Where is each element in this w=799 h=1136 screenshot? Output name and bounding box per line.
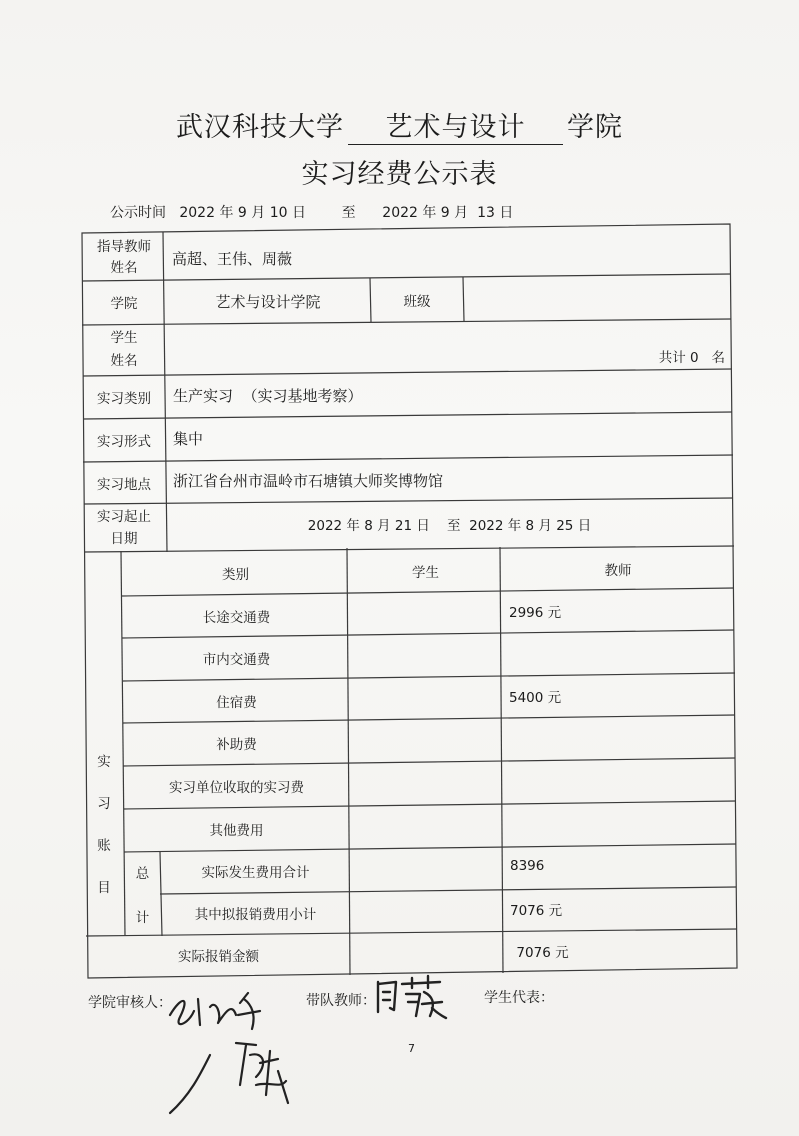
university-name: 武汉科技大学 [176, 112, 344, 143]
publication-to: 至 [341, 205, 356, 221]
reviewer-signature-icon [160, 985, 310, 1120]
reimburse-label: 实际报销金额 [178, 949, 259, 965]
department-name: 艺术与设计 [348, 105, 563, 145]
period-label [84, 505, 164, 551]
college-label: 学院 [110, 296, 138, 312]
row-teacher: 2996 元 [509, 605, 562, 621]
row-category: 长途交通费 [202, 610, 271, 626]
row-category: 住宿费 [216, 695, 257, 711]
student-rep-label: 学生代表： [484, 990, 554, 1006]
row-category: 其他费用 [209, 823, 264, 839]
period-value: 2022 年 8 月 21 日 至 2022 年 8 月 25 日 [307, 518, 592, 534]
period-label-line1: 实习起止 [97, 509, 151, 525]
row-category: 实习单位收取的实习费 [169, 780, 304, 796]
side-char: 账 [97, 838, 111, 854]
form-value: 集中 [173, 429, 204, 448]
row-teacher [503, 803, 734, 845]
row-teacher [503, 760, 734, 802]
row-category: 市内交通费 [202, 652, 271, 668]
students-label-line1: 学生 [110, 330, 138, 346]
ledger-side-label [86, 740, 122, 910]
totals-side-label [124, 856, 161, 936]
supervisor-value: 高超、王伟、周薇 [172, 249, 293, 268]
location-value: 浙江省台州市温岭市石塘镇大师奖博物馆 [173, 471, 444, 490]
total-teacher: 7076 元 [510, 903, 563, 919]
students-label-line2: 姓名 [110, 353, 138, 369]
leader-label: 带队教师： [306, 993, 376, 1009]
header-category: 类别 [222, 567, 249, 583]
class-value [464, 278, 730, 320]
publication-label: 公示时间 [110, 205, 166, 221]
total-teacher: 8396 [510, 858, 545, 874]
side-char: 目 [97, 880, 111, 896]
total-side-char: 计 [135, 910, 150, 926]
page-number: 7 [408, 1042, 415, 1055]
row-teacher: 5400 元 [509, 690, 562, 706]
row-category: 补助费 [216, 737, 257, 753]
form-label: 实习形式 [97, 434, 151, 450]
supervisor-label-line1: 指导教师 [97, 239, 151, 255]
form-title: 实习经费公示表 [301, 159, 498, 190]
type-value: 生产实习 （实习基地考察） [173, 386, 363, 405]
header-teacher: 教师 [604, 563, 632, 579]
students-total: 共计 0 名 [658, 350, 725, 366]
location-label: 实习地点 [97, 477, 151, 493]
reviewer-label: 学院审核人： [88, 995, 172, 1011]
publication-start: 2022 年 9 月 10 日 [179, 205, 306, 221]
row-teacher [503, 632, 734, 674]
header-student: 学生 [412, 565, 439, 581]
supervisor-label [84, 236, 164, 280]
type-label: 实习类别 [97, 391, 151, 407]
leader-signature-icon [372, 972, 452, 1022]
total-side-char: 总 [135, 866, 150, 882]
side-char: 习 [97, 796, 111, 812]
supervisor-label-line2: 姓名 [110, 260, 138, 276]
row-teacher [503, 717, 734, 759]
reimburse-value: 7076 元 [516, 945, 569, 961]
side-char: 实 [97, 754, 111, 770]
college-suffix: 学院 [567, 112, 623, 143]
publication-end: 2022 年 9 月 13 日 [382, 205, 514, 221]
period-label-line2: 日期 [110, 531, 138, 547]
total-category: 实际发生费用合计 [201, 865, 310, 881]
students-label [84, 326, 164, 374]
total-category: 其中拟报销费用小计 [194, 907, 317, 923]
class-label: 班级 [403, 294, 431, 310]
college-value: 艺术与设计学院 [215, 292, 321, 311]
